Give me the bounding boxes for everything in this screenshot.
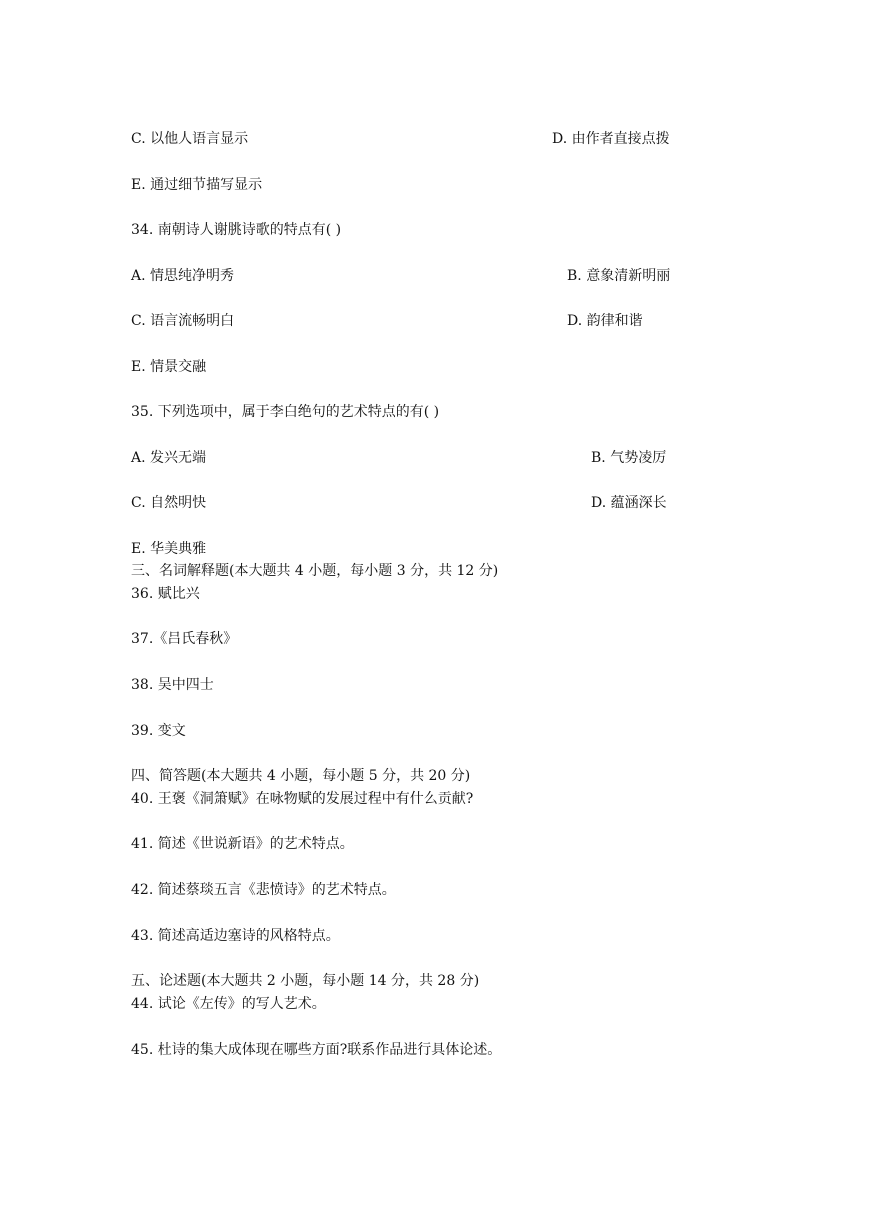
q44: 44. 试论《左传》的写人艺术。 bbox=[131, 996, 326, 1012]
q35-stem: 35. 下列选项中，属于李白绝句的艺术特点的有( ) bbox=[131, 404, 440, 420]
section5-heading: 五、论述题(本大题共 2 小题，每小题 14 分，共 28 分) bbox=[131, 973, 480, 989]
q37: 37.《吕氏春秋》 bbox=[131, 631, 238, 647]
q43: 43. 简述高适边塞诗的风格特点。 bbox=[131, 928, 340, 944]
q36: 36. 赋比兴 bbox=[131, 586, 200, 602]
q34-stem: 34. 南朝诗人谢朓诗歌的特点有( ) bbox=[131, 222, 342, 238]
q34-option-c: C. 语言流畅明白 bbox=[131, 313, 235, 329]
q40: 40. 王褒《洞箫赋》在咏物赋的发展过程中有什么贡献? bbox=[131, 791, 474, 807]
q45: 45. 杜诗的集大成体现在哪些方面?联系作品进行具体论述。 bbox=[131, 1042, 502, 1058]
section3-heading: 三、名词解释题(本大题共 4 小题，每小题 3 分，共 12 分) bbox=[131, 563, 499, 579]
q41: 41. 简述《世说新语》的艺术特点。 bbox=[131, 836, 354, 852]
q34-option-a: A. 情思纯净明秀 bbox=[131, 268, 235, 284]
q39: 39. 变文 bbox=[131, 723, 186, 739]
q42: 42. 简述蔡琰五言《悲愤诗》的艺术特点。 bbox=[131, 882, 396, 898]
q35-option-e: E. 华美典雅 bbox=[131, 541, 207, 557]
section4-heading: 四、简答题(本大题共 4 小题，每小题 5 分，共 20 分) bbox=[131, 768, 471, 784]
q33-option-d: D. 由作者直接点拨 bbox=[552, 131, 670, 147]
q35-option-d: D. 蕴涵深长 bbox=[591, 495, 667, 511]
q35-option-a: A. 发兴无端 bbox=[131, 450, 207, 466]
q34-option-d: D. 韵律和谐 bbox=[567, 313, 643, 329]
q35-option-c: C. 自然明快 bbox=[131, 495, 207, 511]
q35-option-b: B. 气势凌厉 bbox=[591, 450, 667, 466]
q34-option-b: B. 意象清新明丽 bbox=[567, 268, 671, 284]
q33-option-e: E. 通过细节描写显示 bbox=[131, 177, 263, 193]
q34-option-e: E. 情景交融 bbox=[131, 359, 207, 375]
q33-option-c: C. 以他人语言显示 bbox=[131, 131, 249, 147]
q38: 38. 吴中四士 bbox=[131, 677, 214, 693]
